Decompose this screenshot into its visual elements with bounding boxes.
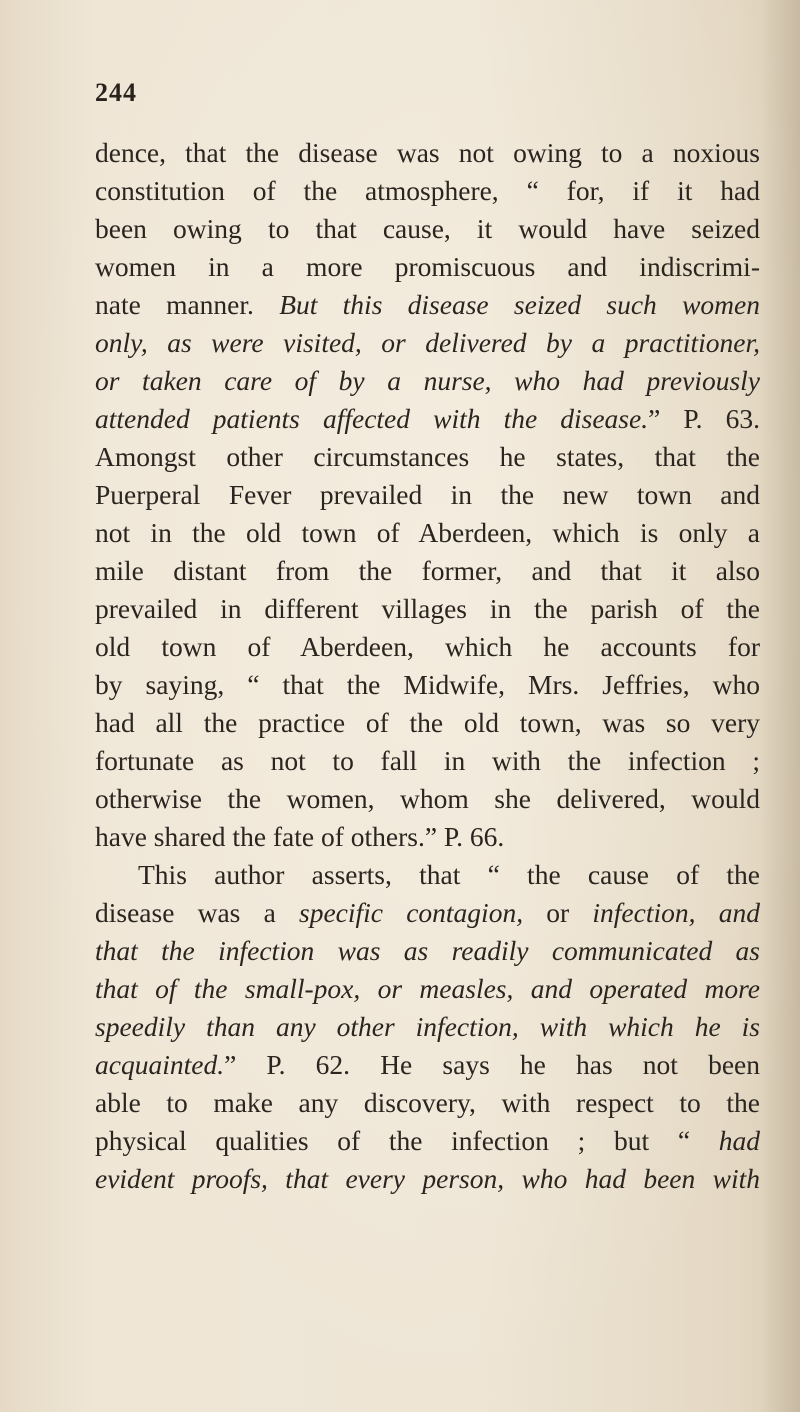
italic-text-segment: acquainted.	[95, 1049, 225, 1080]
italic-text-segment: had	[718, 1125, 760, 1156]
italic-text-segment: or taken care of by a nurse, who had previously	[95, 365, 760, 396]
italic-text-segment: that of the small-pox, or measles, and operated more	[95, 973, 760, 1004]
text-line	[95, 742, 760, 780]
text-line	[95, 1122, 760, 1160]
text-line	[95, 324, 760, 362]
text-line	[95, 780, 760, 818]
text-line	[95, 1046, 760, 1084]
text-segment: old town of Aberdeen, which he accounts for	[95, 631, 760, 662]
text-line	[95, 400, 760, 438]
text-line	[95, 210, 760, 248]
text-segment: nate manner.	[95, 289, 280, 320]
text-line	[95, 552, 760, 590]
italic-text-segment: attended patients affected with the disease.	[95, 403, 649, 434]
text-segment: have shared the fate of others.” P. 66.	[95, 821, 505, 852]
text-line	[95, 134, 760, 172]
italic-text-segment: evident proofs, that every person, who had been with	[95, 1163, 760, 1194]
text-segment: otherwise the women, whom she delivered, would	[95, 783, 760, 814]
text-segment: Puerperal Fever prevailed in the new town and	[95, 479, 760, 510]
italic-text-segment: that the infection was as readily communicated as	[95, 935, 760, 966]
text-line	[95, 1084, 760, 1122]
text-segment: This author asserts, that “ the cause of the	[138, 859, 760, 890]
text-segment: ” P. 62. He says he has not been	[224, 1049, 760, 1080]
text-line	[95, 362, 760, 400]
text-line	[95, 514, 760, 552]
text-segment: dence, that the disease was not owing to a noxious	[95, 137, 760, 168]
text-segment: Amongst other circumstances he states, that the	[95, 441, 760, 472]
text-segment: ” P. 63.	[648, 403, 760, 434]
page-edge-shadow	[760, 0, 800, 1412]
text-line	[95, 970, 760, 1008]
text-segment: fortunate as not to fall in with the infection ;	[95, 745, 760, 776]
text-line	[95, 590, 760, 628]
text-segment: mile distant from the former, and that it also	[95, 555, 760, 586]
text-line	[95, 476, 760, 514]
text-line	[95, 1008, 760, 1046]
italic-text-segment: specific contagion,	[299, 897, 524, 928]
body-text	[95, 134, 760, 1198]
page-number: 244	[95, 78, 137, 107]
text-segment: been owing to that cause, it would have seized	[95, 213, 760, 244]
text-segment: women in a more promiscuous and indiscrimi-	[95, 251, 760, 282]
text-line	[95, 666, 760, 704]
text-segment: physical qualities of the infection ; but “	[95, 1125, 719, 1156]
text-line	[95, 286, 760, 324]
text-segment: constitution of the atmosphere, “ for, if it had	[95, 175, 760, 206]
italic-text-segment: But this disease seized such women	[279, 289, 760, 320]
text-segment: not in the old town of Aberdeen, which is only a	[95, 517, 760, 548]
text-segment: prevailed in different villages in the parish of the	[95, 593, 760, 624]
italic-text-segment: infection, and	[592, 897, 760, 928]
italic-text-segment: only, as were visited, or delivered by a practitioner,	[95, 327, 760, 358]
text-line	[95, 932, 760, 970]
text-line	[95, 438, 760, 476]
text-line	[95, 1160, 760, 1198]
text-line	[95, 856, 760, 894]
text-line	[95, 248, 760, 286]
text-line	[95, 628, 760, 666]
text-segment: had all the practice of the old town, was so very	[95, 707, 760, 738]
text-line	[95, 704, 760, 742]
text-segment: by saying, “ that the Midwife, Mrs. Jeffries, who	[95, 669, 760, 700]
text-segment: able to make any discovery, with respect to the	[95, 1087, 760, 1118]
text-segment: or	[523, 897, 593, 928]
text-line	[95, 172, 760, 210]
text-segment: disease was a	[95, 897, 300, 928]
italic-text-segment: speedily than any other infection, with which he is	[95, 1011, 760, 1042]
text-line	[95, 818, 760, 856]
text-line	[95, 894, 760, 932]
